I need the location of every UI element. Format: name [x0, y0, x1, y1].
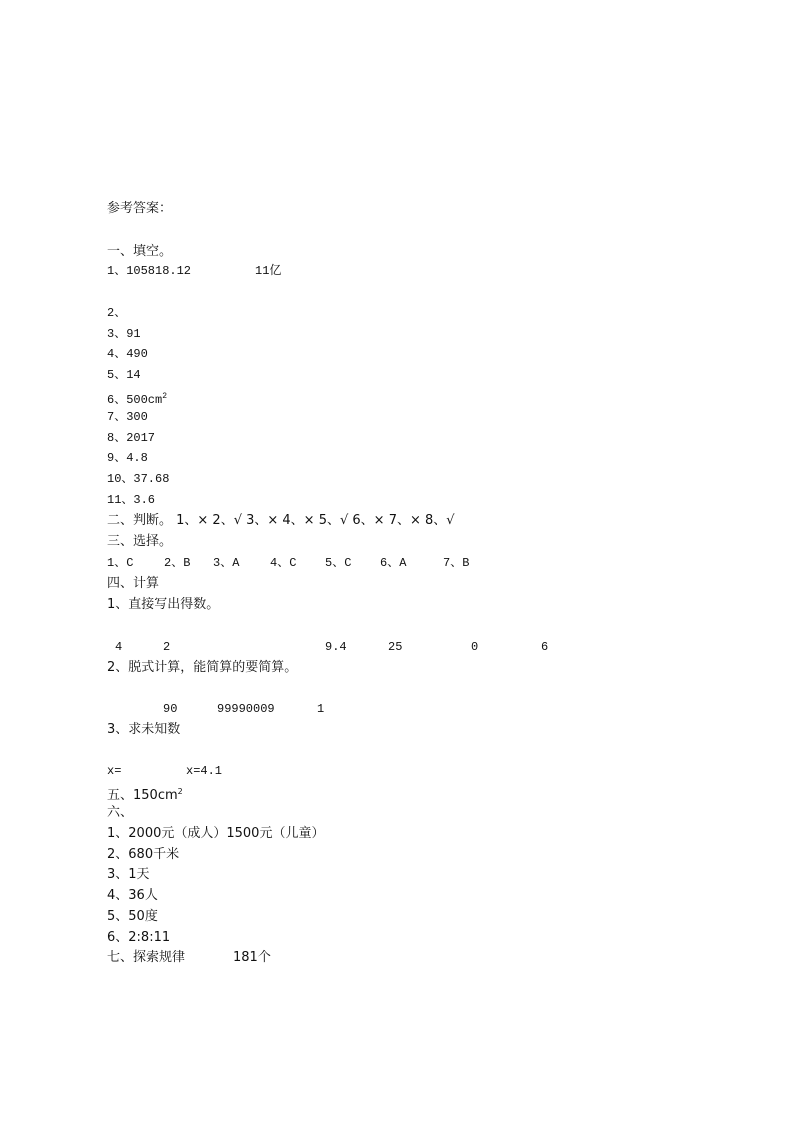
fill-item-1: 1、105818.12 — [107, 264, 192, 278]
fill-item-1-extra: 11亿 — [255, 264, 282, 278]
choice-answer-5: 5、C — [325, 556, 352, 570]
choice-answer-4: 4、C — [270, 556, 297, 570]
fill-item-11: 11、3.6 — [107, 493, 156, 507]
page-title: 参考答案： — [107, 201, 173, 216]
fill-item-2: 2、 — [107, 306, 127, 320]
word-problem-6: 6、2:8:11 — [107, 930, 171, 945]
section-2-judge: 二、判断。 1、× 2、√ 3、× 4、× 5、√ 6、× 7、× 8、√ — [107, 513, 455, 528]
calc-sub2: 2、脱式计算，能简算的要简算。 — [107, 660, 298, 675]
calc-answer: 2 — [163, 640, 171, 654]
section-5-area — [107, 783, 183, 804]
section-3-heading: 三、选择。 — [107, 534, 173, 549]
fill-item-6-text: 6、500cm — [107, 393, 163, 407]
word-problem-1: 1、2000元（成人）1500元（儿童） — [107, 826, 325, 841]
calc-answer: 1 — [317, 702, 325, 716]
section-4-heading: 四、计算 — [107, 576, 160, 591]
pattern-answer: 181个 — [233, 950, 271, 965]
calc-answer: 90 — [163, 702, 178, 716]
calc-answer: 9.4 — [325, 640, 347, 654]
calc-answer: 25 — [388, 640, 403, 654]
area-text: 五、150cm — [107, 788, 178, 803]
superscript: 2 — [162, 392, 168, 401]
fill-item-10: 10、37.68 — [107, 472, 170, 486]
word-problem-4: 4、36人 — [107, 888, 158, 903]
choice-answer-7: 7、B — [443, 556, 470, 570]
calc-answer: x=4.1 — [186, 764, 223, 778]
fill-item-8: 8、2017 — [107, 431, 156, 445]
calc-answer: 4 — [115, 640, 123, 654]
choice-answer-1: 1、C — [107, 556, 134, 570]
word-problem-3: 3、1天 — [107, 867, 150, 882]
section-7-heading: 七、探索规律 — [107, 950, 186, 965]
choice-answer-3: 3、A — [213, 556, 240, 570]
calc-answer: x= — [107, 764, 122, 778]
word-problem-5: 5、50度 — [107, 909, 158, 924]
fill-item-9: 9、4.8 — [107, 451, 148, 465]
fill-item-5: 5、14 — [107, 368, 141, 382]
superscript: 2 — [177, 787, 183, 796]
choice-answer-6: 6、A — [380, 556, 407, 570]
calc-answer: 99990009 — [217, 702, 275, 716]
fill-item-6 — [107, 388, 167, 409]
word-problem-2: 2、680千米 — [107, 847, 180, 862]
fill-item-4: 4、490 — [107, 347, 148, 361]
section-6-heading: 六、 — [107, 805, 134, 820]
calc-answer: 0 — [471, 640, 479, 654]
calc-sub3: 3、求未知数 — [107, 722, 181, 737]
calc-answer: 6 — [541, 640, 549, 654]
fill-item-7: 7、300 — [107, 410, 148, 424]
fill-item-3: 3、91 — [107, 327, 141, 341]
choice-answer-2: 2、B — [164, 556, 191, 570]
calc-sub1: 1、直接写出得数。 — [107, 597, 220, 612]
section-1-heading: 一、填空。 — [107, 244, 173, 259]
